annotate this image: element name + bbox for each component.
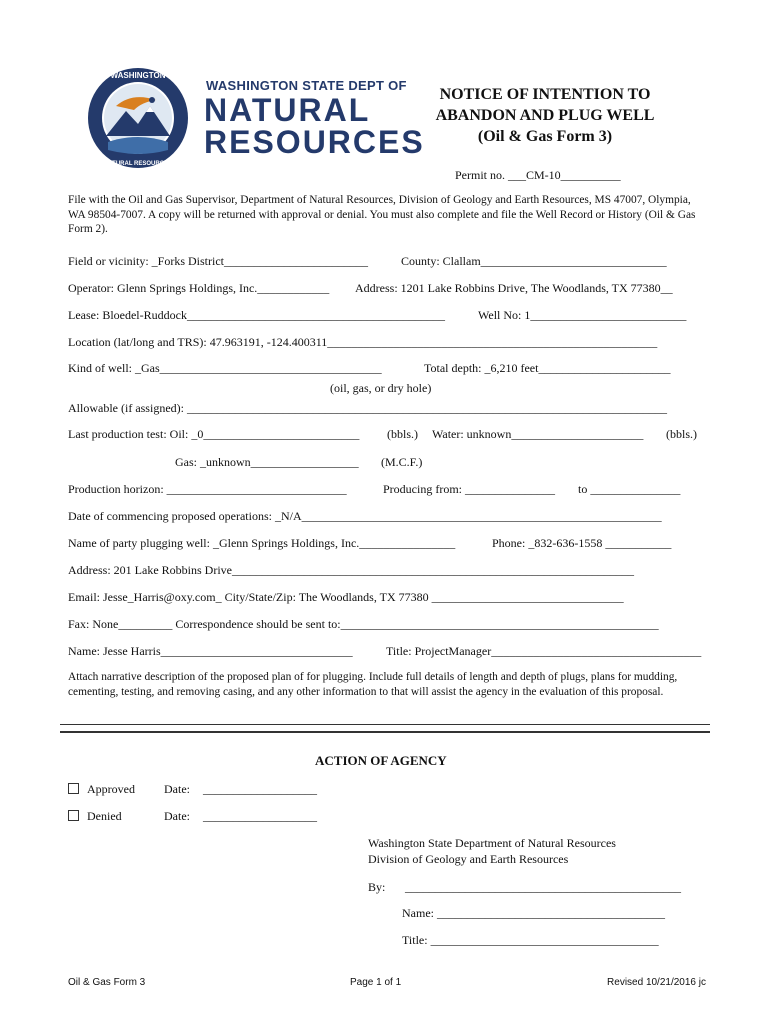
county-field[interactable]: County: Clallam_______________________________: [401, 254, 667, 268]
denied-label: Denied: [87, 809, 122, 823]
well-no-field[interactable]: Well No: 1__________________________: [478, 308, 687, 322]
approved-label: Approved: [87, 782, 135, 796]
denied-date-label: Date:: [164, 809, 190, 823]
approved-date-field[interactable]: ___________________: [203, 782, 317, 796]
phone-field[interactable]: Phone: _832-636-1558 ___________: [492, 536, 672, 550]
section-divider-bottom: [60, 731, 710, 733]
denied-checkbox[interactable]: [68, 810, 79, 821]
agency-line-2: NATURAL: [204, 92, 371, 128]
footer-form-name: Oil & Gas Form 3: [68, 977, 146, 988]
denied-date-field[interactable]: ___________________: [203, 809, 317, 823]
form-title-line-2: ABANDON AND PLUG WELL: [435, 107, 655, 124]
location-field[interactable]: Location (lat/long and TRS): 47.963191, -124.400311_______________________________________________________: [68, 335, 658, 349]
footer-page-number: Page 1 of 1: [350, 977, 402, 988]
section-divider-top: [60, 724, 710, 725]
approved-checkbox[interactable]: [68, 783, 79, 794]
oil-unit: (bbls.): [387, 427, 418, 441]
by-label: By:: [368, 880, 386, 894]
contact-title-field[interactable]: Title: ProjectManager___________________________________: [386, 644, 702, 658]
allowable-field[interactable]: Allowable (if assigned): ________________________________________________________________________________: [68, 401, 667, 415]
dnr-logo: [86, 66, 425, 168]
lease-field[interactable]: Lease: Bloedel-Ruddock___________________________________________: [68, 308, 445, 322]
by-signature-field[interactable]: ______________________________________________: [405, 880, 681, 894]
gas-unit: (M.C.F.): [381, 455, 423, 469]
action-of-agency-heading: ACTION OF AGENCY: [315, 753, 447, 768]
approved-option[interactable]: [68, 782, 135, 796]
permit-number: Permit no. ___CM-10__________: [455, 168, 621, 182]
denied-option[interactable]: [68, 809, 122, 823]
svg-text:NATURAL RESOURCES: NATURAL RESOURCES: [103, 161, 173, 167]
agency-name-field[interactable]: Name: ______________________________________: [402, 906, 665, 920]
footer-revision: Revised 10/21/2016 jc: [607, 977, 706, 988]
party-address-field[interactable]: Address: 201 Lake Robbins Drive___________________________________________________________________: [68, 563, 634, 577]
form-title-line-1: NOTICE OF INTENTION TO: [439, 86, 651, 103]
fax-field[interactable]: Fax: None_________ Correspondence should be sent to:_____________________________________________________: [68, 617, 659, 631]
operator-field[interactable]: Operator: Glenn Springs Holdings, Inc.____________: [68, 281, 330, 295]
kind-of-well-field[interactable]: Kind of well: _Gas_____________________________________: [68, 361, 382, 375]
party-plugging-field[interactable]: Name of party plugging well: _Glenn Springs Holdings, Inc.________________: [68, 536, 456, 550]
filing-instructions: File with the Oil and Gas Supervisor, Department of Natural Resources, Division of Geology and Earth Resources, MS 47007, Olympia, WA 98504-7007. A copy will be returned with approval or denial. You must also complete and file the Well Record or History (Oil & Gas Form 2).: [68, 194, 696, 235]
approved-date-label: Date:: [164, 782, 190, 796]
kind-of-well-hint: (oil, gas, or dry hole): [330, 381, 432, 395]
producing-from-field[interactable]: Producing from: _______________: [383, 482, 555, 496]
date-commencing-field[interactable]: Date of commencing proposed operations: _N/A____________________________________________________________: [68, 509, 662, 523]
gas-field[interactable]: Gas: _unknown__________________: [175, 455, 359, 469]
field-vicinity[interactable]: Field or vicinity: _Forks District________________________: [68, 254, 368, 268]
dnr-seal: [86, 66, 190, 170]
total-depth-field[interactable]: Total depth: _6,210 feet______________________: [424, 361, 671, 375]
agency-division: Division of Geology and Earth Resources: [368, 852, 569, 866]
water-field[interactable]: Water: unknown______________________: [432, 427, 644, 441]
last-test-oil-field[interactable]: Last production test: Oil: _0__________________________: [68, 427, 360, 441]
email-field[interactable]: Email: Jesse_Harris@oxy.com_ City/State/Zip: The Woodlands, TX 77380 ________________________________: [68, 590, 624, 604]
operator-address-field[interactable]: Address: 1201 Lake Robbins Drive, The Woodlands, TX 77380__: [355, 281, 673, 295]
agency-line-3: RESOURCES: [204, 124, 425, 160]
contact-name-field[interactable]: Name: Jesse Harris________________________________: [68, 644, 353, 658]
production-horizon-field[interactable]: Production horizon: ______________________________: [68, 482, 347, 496]
producing-to-field[interactable]: to _______________: [578, 482, 681, 496]
form-title-line-3: (Oil & Gas Form 3): [477, 128, 613, 145]
agency-department: Washington State Department of Natural Resources: [368, 836, 616, 850]
agency-title-field[interactable]: Title: ______________________________________: [402, 933, 659, 947]
water-unit: (bbls.): [666, 427, 697, 441]
narrative-instructions: Attach narrative description of the proposed plan of for plugging. Include full details of length and depth of plugs, plans for mudding, cementing, testing, and removing casing, and any other information to that will assist the agency in the evaluation of this proposal.: [68, 671, 678, 698]
svg-text:WASHINGTON: WASHINGTON: [110, 71, 166, 80]
agency-line-1: WASHINGTON STATE DEPT OF: [206, 78, 407, 93]
